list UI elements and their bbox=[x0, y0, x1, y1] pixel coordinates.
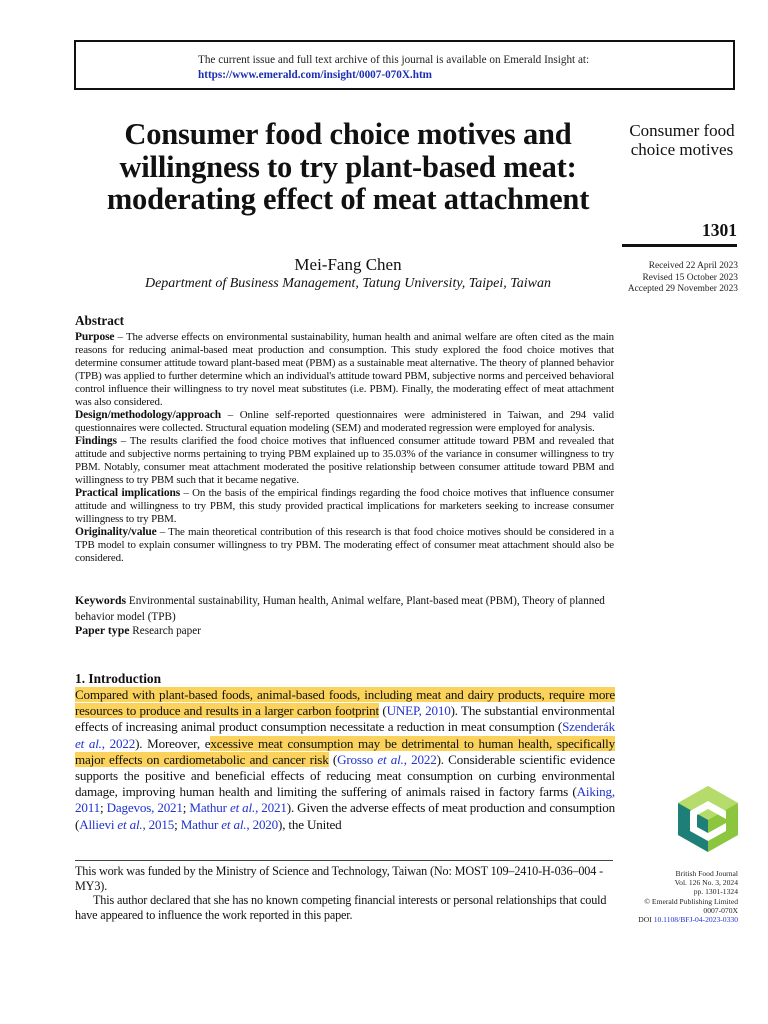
journal-access-notice bbox=[198, 53, 638, 83]
citation-etal: et al. bbox=[75, 735, 102, 751]
abstract-purpose bbox=[75, 331, 614, 409]
journal-url-link[interactable]: https://www.emerald.com/insight/0007-070X.htm bbox=[198, 69, 432, 81]
abstract-findings bbox=[75, 435, 614, 487]
practical-label: Practical implications bbox=[75, 487, 181, 499]
running-head: Consumer food choice motives bbox=[629, 121, 735, 159]
body-text: ), the United bbox=[278, 816, 342, 832]
author-affiliation: Department of Business Management, Tatung University, Taipei, Taiwan bbox=[144, 276, 551, 291]
citation-link[interactable] bbox=[189, 800, 286, 815]
keywords bbox=[75, 593, 614, 625]
accepted-date: Accepted 29 November 2023 bbox=[627, 284, 738, 294]
highlighted-text: Compared with plant-based foods, animal-based foods, including meat and dairy products, require more resources to produce and results in a larger carbon footprint bbox=[75, 687, 615, 719]
citation-separator: ; bbox=[174, 816, 181, 832]
emerald-logo-icon bbox=[676, 784, 740, 854]
design-label: Design/methodology/approach bbox=[75, 409, 222, 421]
citation-author: Grosso bbox=[337, 751, 378, 767]
body-text: ( bbox=[378, 703, 387, 719]
emerald-logo bbox=[676, 784, 740, 854]
citation-link[interactable] bbox=[181, 817, 278, 832]
findings-text: – The results clarified the food choice motives that influenced consumer attitude toward PBM and revealed that attitude and subjective norms pertaining to trying PBM explained up to 35.03% of the variance in consumer willingness to try PBM. Notably, consumer meat attachment moderated the positive relationship between consumer attitude toward PBM and willingness to try PBM such that it became negative. bbox=[75, 435, 614, 486]
citation-etal: et al. bbox=[221, 816, 247, 832]
doi-link[interactable]: 10.1108/BFJ-04-2023-0330 bbox=[653, 915, 738, 925]
citation-author: Allievi bbox=[79, 816, 118, 832]
footnote bbox=[75, 864, 615, 922]
keywords-text: Environmental sustainability, Human health, Animal welfare, Plant-based meat (PBM), Theory of planned behavior model (TPB) bbox=[75, 595, 605, 623]
paper-type bbox=[75, 623, 201, 638]
article-title: Consumer food choice motives and willingness to try plant-based meat: moderating effect of meat attachment bbox=[106, 117, 590, 216]
citation-link[interactable] bbox=[79, 817, 174, 832]
body-text: ). Considerable scientific evidence supports the positive and beneficial effects of reducing meat consumption on curbing environmental damage, improving human health and limiting the suffering of animals raised in factory farms ( bbox=[75, 751, 615, 800]
citation-link[interactable] bbox=[337, 752, 437, 767]
citation-year: , 2015 bbox=[142, 816, 175, 832]
journal-publisher: © Emerald Publishing Limited bbox=[644, 896, 738, 906]
findings-label: Findings bbox=[75, 435, 117, 447]
abstract-body bbox=[75, 331, 614, 565]
citation-link[interactable]: UNEP, 2010 bbox=[386, 703, 451, 719]
body-text: ). Given the adverse effects of meat production and consumption ( bbox=[75, 800, 615, 832]
received-date: Received 22 April 2023 bbox=[648, 261, 738, 271]
page-number: 1301 bbox=[702, 220, 737, 240]
journal-doi bbox=[604, 915, 738, 924]
introduction-body bbox=[75, 687, 615, 833]
funding-note: This work was funded by the Ministry of Science and Technology, Taiwan (No: MOST 109–2410-H-036–004 -MY3). bbox=[75, 864, 604, 893]
footnote-rule bbox=[75, 860, 613, 861]
abstract-heading: Abstract bbox=[75, 313, 125, 328]
paper-type-label: Paper type bbox=[75, 623, 130, 637]
archive-text: The current issue and full text archive of this journal is available on Emerald Insight at: bbox=[198, 54, 590, 66]
citation-year: , 2020 bbox=[246, 816, 279, 832]
citation-author: Mathur bbox=[180, 816, 222, 832]
citation-etal: et al. bbox=[229, 800, 256, 816]
citation-link[interactable]: Aiking, 2011 bbox=[75, 784, 615, 816]
originality-label: Originality/value bbox=[75, 526, 157, 538]
body-text: ). The substantial environmental effects of increasing animal product consumption necessitate a reduction in meat consumption ( bbox=[75, 703, 615, 735]
doi-label: DOI bbox=[638, 915, 654, 925]
revised-date: Revised 15 October 2023 bbox=[642, 272, 738, 283]
citation-etal: et al. bbox=[377, 751, 404, 767]
paper-type-text: Research paper bbox=[129, 625, 201, 637]
body-text: ( bbox=[328, 751, 338, 767]
practical-text: – On the basis of the empirical findings regarding the food choice motives that influence consumer attitude and willingness to try PBM, this study provided practical implications for marketers seeking to increase consumer willingness to try PBM. bbox=[75, 487, 614, 525]
conflict-note: This author declared that she has no known competing financial interests or personal relationships that could have appeared to influence the work reported in this paper. bbox=[75, 893, 607, 922]
abstract-design bbox=[75, 409, 614, 435]
body-text: ). Moreover, e bbox=[135, 735, 211, 751]
purpose-text: – The adverse effects on environmental sustainability, human health and animal welfare are often cited as the main reasons for reducing animal-based meat production and consumption. This study explored the food choice motives that determine consumer attitude toward plant-based meat (PBM) as a sustainable meat alternative. The theory of planned behavior (TPB) was applied to further determine which an individual's attitude toward PBM, subjective norms and perceived behavioral control influence their willingness to try novel meat substitutes (i.e. PBM). Finally, the moderating effect of meat attachment was also considered. bbox=[75, 331, 614, 408]
originality-text: – The main theoretical contribution of this research is that food choice motives should be considered in a TPB model to explain consumer willingness to try PBM. The moderating effect of consumer meat attachment should also be considered. bbox=[75, 526, 614, 564]
citation-separator: ; bbox=[99, 800, 107, 816]
introduction-heading: 1. Introduction bbox=[75, 671, 162, 686]
journal-name: British Food Journal bbox=[675, 869, 738, 878]
design-text: – Online self-reported questionnaires were administered in Taiwan, and 294 valid questionnaires were collected. Structural equation modeling (SEM) and moderated regression were employed for analysis. bbox=[75, 409, 614, 434]
author-name: Mei-Fang Chen bbox=[294, 255, 402, 274]
journal-pages: pp. 1301-1324 bbox=[693, 887, 738, 897]
highlighted-text: xcessive meat consumption may be detrimental to human health, specifically major effects on cardiometabolic and cancer risk bbox=[75, 735, 616, 767]
citation-etal: et al. bbox=[117, 816, 143, 832]
journal-volume: Vol. 126 No. 3, 2024 bbox=[674, 878, 738, 888]
citation-year: , 2022 bbox=[101, 735, 136, 751]
citation-author: Mathur bbox=[189, 800, 230, 816]
citation-link[interactable]: Dagevos, 2021 bbox=[106, 800, 183, 816]
journal-info bbox=[604, 869, 738, 924]
keywords-label: Keywords bbox=[75, 593, 127, 607]
journal-issn: 0007-070X bbox=[703, 905, 738, 915]
citation-separator: ; bbox=[182, 800, 190, 816]
citation-author: Szenderák bbox=[562, 719, 615, 735]
abstract-practical bbox=[75, 487, 614, 526]
purpose-label: Purpose bbox=[75, 331, 115, 343]
citation-year: , 2022 bbox=[403, 751, 437, 767]
abstract-originality bbox=[75, 526, 614, 565]
citation-year: , 2021 bbox=[255, 800, 287, 816]
page-number-rule bbox=[622, 244, 737, 247]
